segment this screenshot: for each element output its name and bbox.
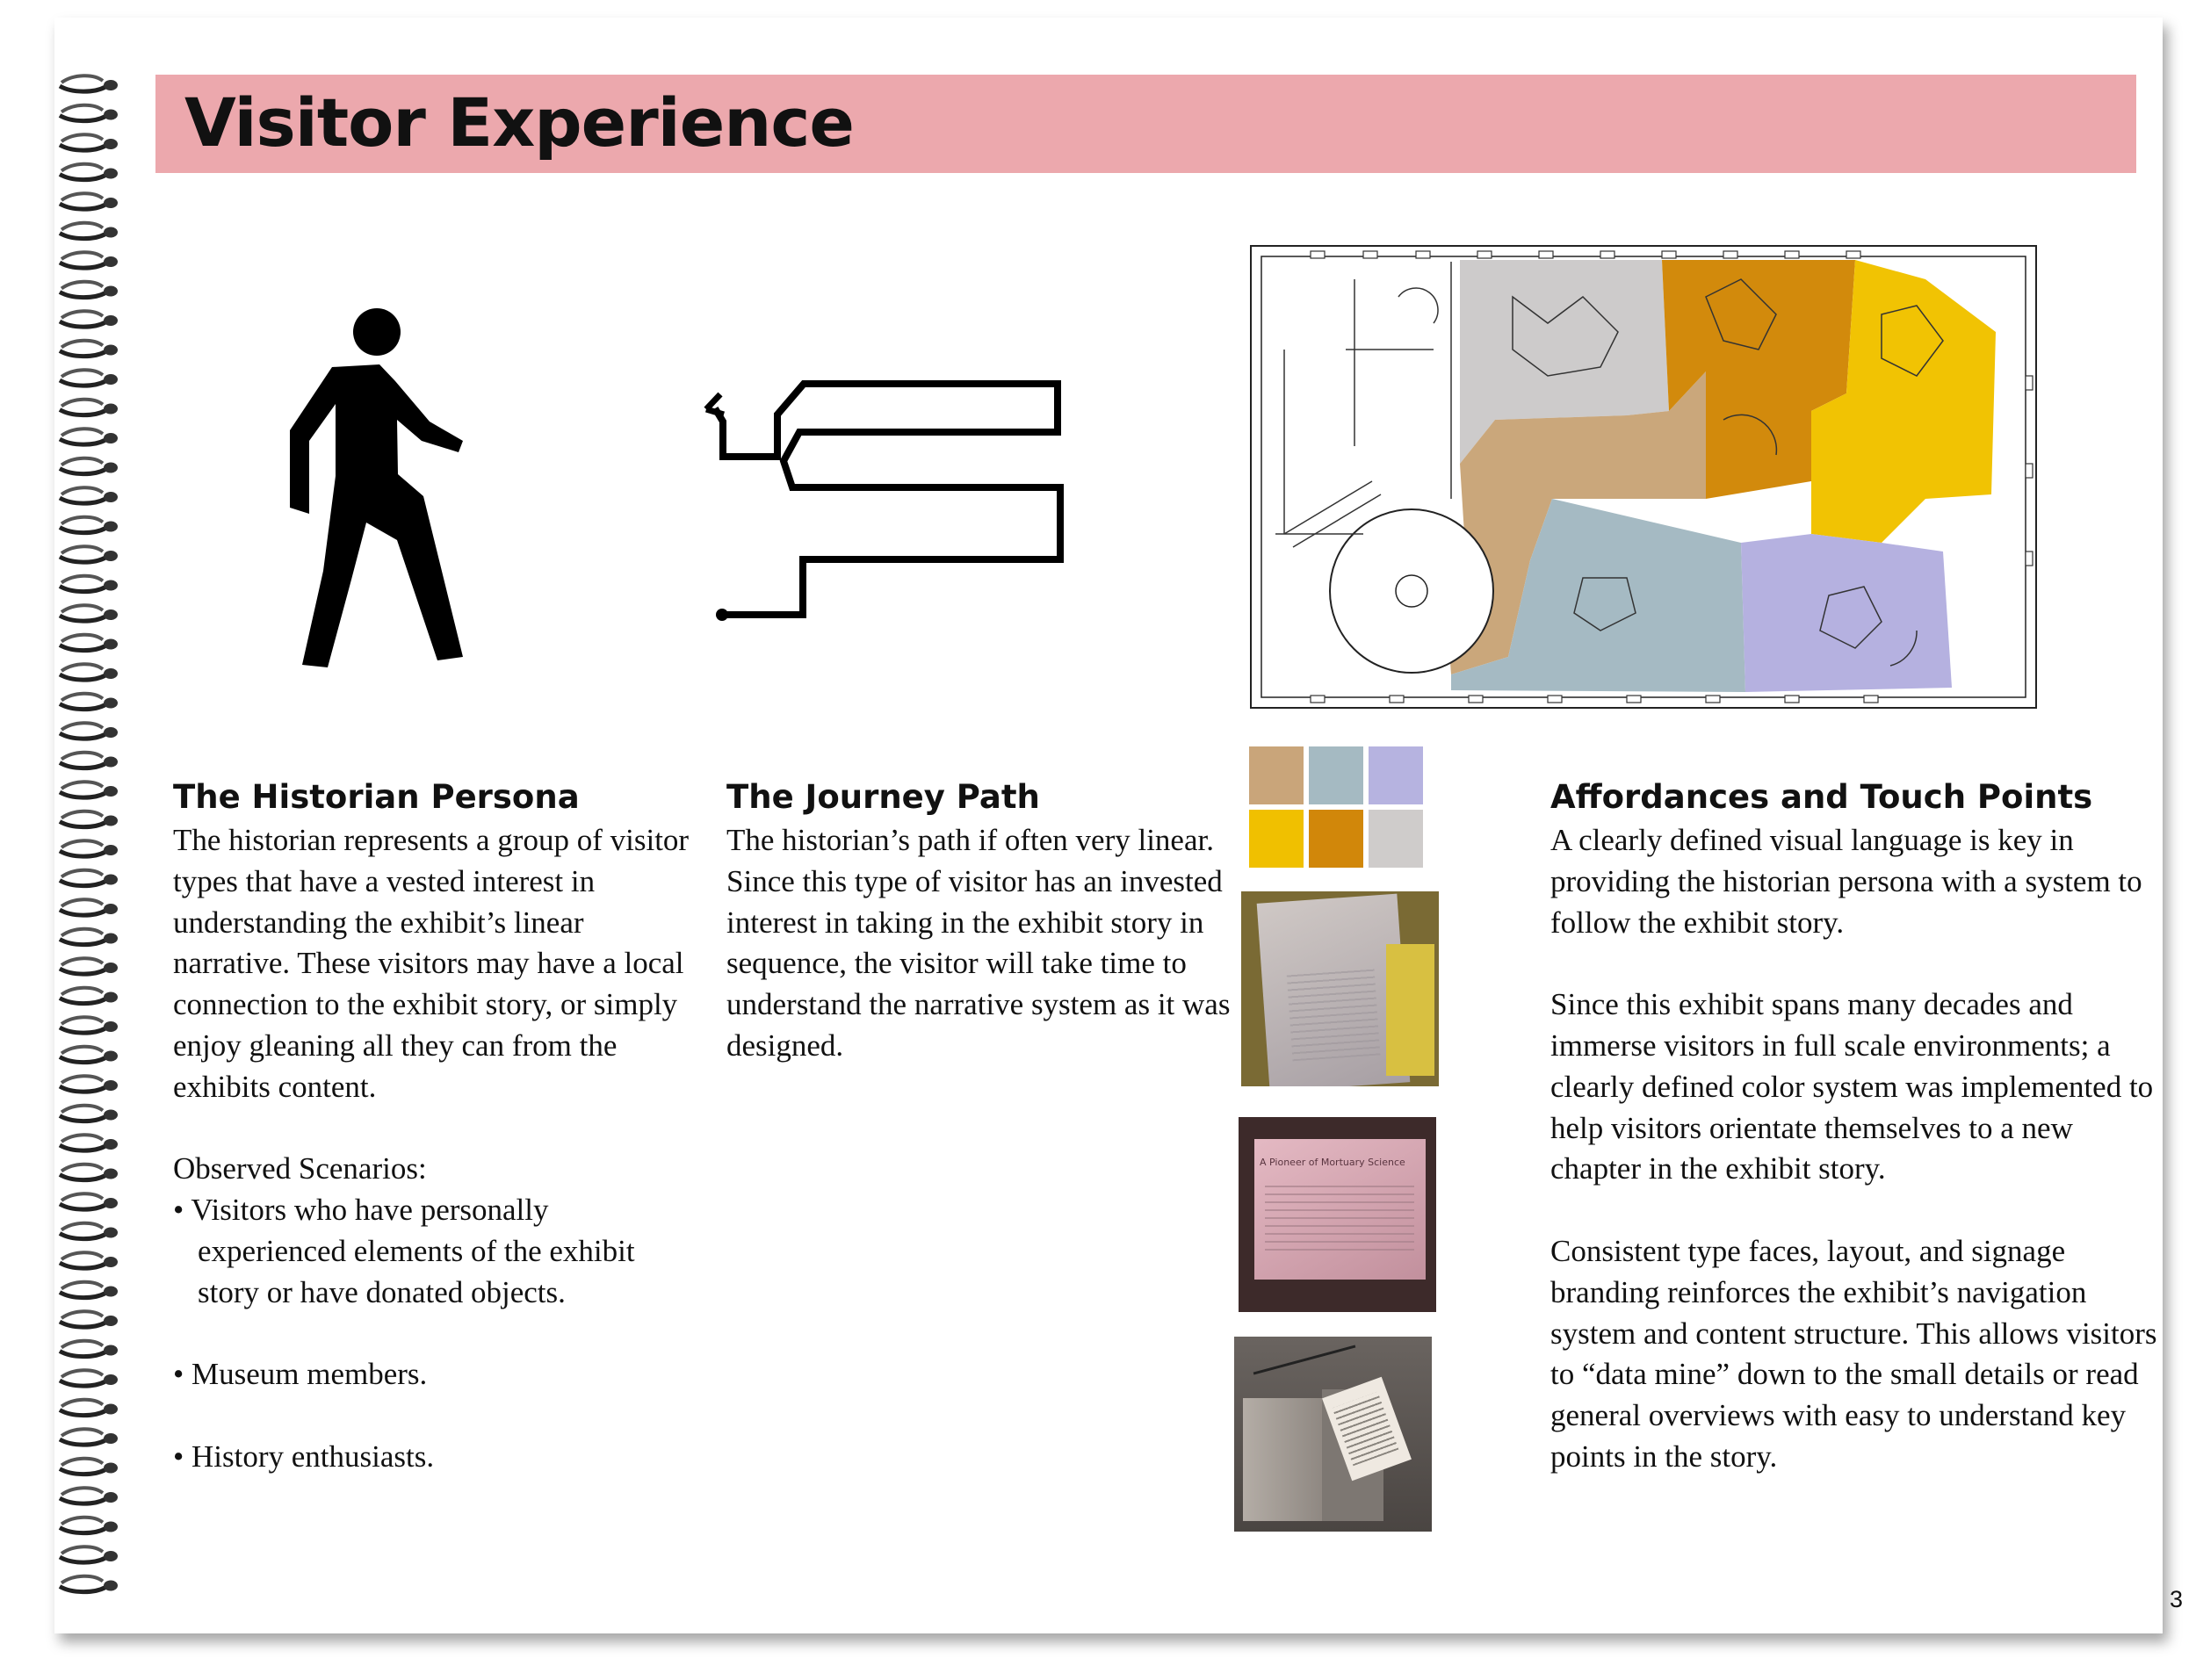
journey-heading: The Journey Path: [726, 778, 1040, 816]
spiral-coil: [60, 763, 105, 768]
spiral-coil: [61, 1106, 103, 1113]
spiral-coil: [60, 292, 105, 298]
journey-body: The historian’s path if often very linear. Since this type of visitor has an invested interest in taking in the exhibit story in sequence, the visitor will take time to understand the narrative system as it was designed.: [726, 823, 1231, 1063]
spiral-hole: [104, 1374, 118, 1385]
spiral-coil: [60, 645, 105, 651]
spiral-hole: [104, 315, 118, 326]
spiral-coil: [61, 282, 103, 289]
spiral-coil: [60, 351, 105, 357]
spiral-hole: [104, 875, 118, 885]
spiral-coil: [61, 1252, 103, 1259]
spiral-coil: [61, 1311, 103, 1318]
spiral-hole: [104, 845, 118, 855]
spiral-coil: [61, 1164, 103, 1172]
spiral-hole: [104, 1463, 118, 1474]
spiral-hole: [104, 374, 118, 385]
spiral-coil: [60, 1057, 105, 1063]
palette-swatch: [1369, 746, 1423, 804]
spiral-hole: [104, 963, 118, 973]
persona-column: [173, 775, 700, 1478]
spiral-coil: [60, 410, 105, 415]
spiral-hole: [104, 433, 118, 443]
spiral-coil: [60, 1293, 105, 1298]
spiral-hole: [104, 1345, 118, 1356]
palette-swatch: [1309, 746, 1363, 804]
spiral-hole: [104, 786, 118, 797]
spiral-coil: [60, 1116, 105, 1121]
spiral-coil: [60, 116, 105, 121]
spiral-coil: [60, 498, 105, 503]
scenarios-label: Observed Scenarios:: [173, 1151, 427, 1186]
spiral-coil: [60, 234, 105, 239]
spiral-coil: [61, 782, 103, 789]
spiral-coil: [61, 1135, 103, 1142]
spiral-coil: [60, 940, 105, 945]
spiral-coil: [61, 1488, 103, 1495]
spiral-coil: [60, 999, 105, 1004]
journey-column: [726, 775, 1245, 1067]
spiral-hole: [104, 1228, 118, 1238]
spiral-coil: [60, 469, 105, 474]
spiral-coil: [61, 870, 103, 877]
spiral-coil: [60, 822, 105, 827]
spiral-coil: [61, 1282, 103, 1289]
spiral-hole: [104, 1110, 118, 1121]
spiral-coil: [60, 1352, 105, 1357]
spiral-hole: [104, 1287, 118, 1297]
spiral-hole: [104, 1169, 118, 1179]
spiral-coil: [61, 635, 103, 642]
spiral-coil: [61, 193, 103, 200]
spiral-coil: [60, 1027, 105, 1033]
scenario-item: • History enthusiasts.: [173, 1438, 435, 1474]
spiral-coil: [61, 694, 103, 701]
spiral-coil: [61, 899, 103, 906]
spiral-hole: [104, 345, 118, 356]
spiral-coil: [61, 811, 103, 818]
spiral-hole: [104, 404, 118, 415]
affordances-paragraph: Consistent type faces, layout, and signage branding reinforces the exhibit’s navigation system and content structure. This allows visitors to “data mine” down to the small details or read general overviews with easy to understand key points in the story.: [1550, 1233, 2157, 1474]
spiral-hole: [104, 1198, 118, 1208]
spiral-hole: [104, 668, 118, 679]
spiral-hole: [104, 1080, 118, 1091]
spiral-hole: [104, 1551, 118, 1561]
affordances-paragraph: Since this exhibit spans many decades and immerse visitors in full scale environments; a clearly defined color system was implemented to help visitors orientate themselves to a new chapter in the exhibit story.: [1550, 987, 2154, 1186]
spiral-coil: [60, 587, 105, 592]
spiral-coil: [61, 1047, 103, 1054]
booklet-page: [54, 18, 2184, 1633]
spiral-hole: [104, 1316, 118, 1326]
spiral-coil: [61, 988, 103, 995]
spiral-coil: [60, 704, 105, 710]
spiral-coil: [60, 528, 105, 533]
spiral-binding: [54, 70, 151, 1616]
spiral-hole: [104, 286, 118, 297]
spiral-coil: [60, 1528, 105, 1533]
floor-plan-map: [1249, 244, 2040, 710]
spiral-coil: [61, 605, 103, 612]
spiral-coil: [60, 145, 105, 150]
spiral-coil: [61, 576, 103, 583]
spiral-coil: [61, 400, 103, 407]
spiral-coil: [60, 380, 105, 386]
affordances-column: [1550, 775, 2165, 1478]
scenario-item: • Visitors who have personally experienced elements of the exhibit story or have donated objects.: [173, 1193, 635, 1309]
spiral-coil: [60, 86, 105, 91]
spiral-hole: [104, 1021, 118, 1032]
spiral-hole: [104, 80, 118, 90]
spiral-hole: [104, 1433, 118, 1444]
spiral-hole: [104, 1522, 118, 1532]
affordances-heading: Affordances and Touch Points: [1550, 778, 2093, 816]
spiral-coil: [61, 517, 103, 524]
spiral-hole: [104, 609, 118, 620]
spiral-coil: [61, 1400, 103, 1407]
spiral-hole: [104, 1051, 118, 1062]
journey-path-icon: [678, 356, 1135, 628]
spiral-hole: [104, 698, 118, 709]
spiral-coil: [60, 1204, 105, 1209]
signage-caption: A Pioneer of Mortuary Science: [1260, 1157, 1405, 1168]
signage-photo-2: [1239, 1117, 1436, 1312]
spiral-coil: [60, 1469, 105, 1475]
spiral-hole: [104, 110, 118, 120]
spiral-hole: [104, 727, 118, 738]
persona-heading: The Historian Persona: [173, 778, 580, 816]
spiral-coil: [61, 311, 103, 318]
spiral-coil: [60, 1145, 105, 1150]
spiral-coil: [60, 263, 105, 268]
spiral-hole: [104, 1492, 118, 1503]
spiral-coil: [61, 164, 103, 171]
spiral-hole: [104, 816, 118, 826]
spiral-coil: [60, 1439, 105, 1445]
spiral-coil: [61, 1341, 103, 1348]
spiral-coil: [61, 1459, 103, 1466]
spiral-coil: [61, 223, 103, 230]
spiral-coil: [61, 1429, 103, 1436]
spiral-coil: [60, 1498, 105, 1503]
spiral-coil: [61, 1518, 103, 1525]
spiral-coil: [60, 1234, 105, 1239]
spiral-coil: [60, 733, 105, 739]
spiral-coil: [61, 723, 103, 730]
spiral-coil: [60, 881, 105, 886]
spiral-coil: [61, 134, 103, 141]
spiral-coil: [60, 557, 105, 562]
artifact-photo: [1234, 1337, 1432, 1532]
spiral-coil: [61, 370, 103, 377]
spiral-coil: [60, 792, 105, 797]
spiral-coil: [60, 204, 105, 209]
spiral-coil: [61, 1223, 103, 1230]
spiral-hole: [104, 1257, 118, 1267]
spiral-coil: [60, 851, 105, 856]
spiral-hole: [104, 580, 118, 591]
spiral-hole: [104, 1581, 118, 1591]
spiral-coil: [60, 1263, 105, 1268]
spiral-coil: [60, 969, 105, 974]
spiral-coil: [60, 1557, 105, 1562]
spiral-hole: [104, 492, 118, 502]
spiral-hole: [104, 256, 118, 267]
spiral-coil: [61, 1193, 103, 1201]
scenario-item: • Museum members.: [173, 1357, 428, 1392]
spiral-coil: [61, 664, 103, 671]
spiral-coil: [60, 674, 105, 680]
spiral-coil: [60, 1381, 105, 1386]
spiral-coil: [61, 76, 103, 83]
page-title: Visitor Experience: [184, 83, 854, 162]
spiral-hole: [104, 463, 118, 473]
spiral-hole: [104, 1404, 118, 1415]
spiral-coil: [61, 1370, 103, 1377]
spiral-coil: [61, 929, 103, 936]
spiral-hole: [104, 1139, 118, 1150]
spiral-coil: [61, 840, 103, 847]
spiral-hole: [104, 757, 118, 768]
title-banner: [155, 75, 2136, 173]
spiral-hole: [104, 198, 118, 208]
spiral-coil: [60, 1410, 105, 1416]
spiral-coil: [61, 546, 103, 553]
spiral-hole: [104, 551, 118, 561]
page-number: 3: [2170, 1586, 2184, 1612]
signage-photo-1: [1241, 891, 1439, 1086]
spiral-hole: [104, 227, 118, 238]
spiral-coil: [61, 1017, 103, 1024]
spiral-coil: [60, 439, 105, 444]
spiral-hole: [104, 992, 118, 1003]
spiral-hole: [104, 169, 118, 179]
spiral-coil: [61, 958, 103, 965]
spiral-coil: [61, 429, 103, 436]
spiral-hole: [104, 934, 118, 944]
spiral-hole: [104, 139, 118, 149]
spiral-coil: [61, 1576, 103, 1583]
spiral-coil: [61, 487, 103, 494]
spiral-coil: [60, 321, 105, 327]
palette-swatch: [1249, 810, 1304, 868]
spiral-coil: [61, 105, 103, 112]
spiral-coil: [60, 1322, 105, 1327]
spiral-coil: [60, 1086, 105, 1092]
palette-swatch: [1369, 810, 1423, 868]
spiral-hole: [104, 904, 118, 914]
palette-swatch: [1309, 810, 1363, 868]
spiral-coil: [61, 341, 103, 348]
spiral-coil: [60, 175, 105, 180]
persona-intro: The historian represents a group of visitor types that have a vested interest in understanding the exhibit’s linear narrative. These visitors may have a local connection to the exhibit story, or simply enjoy gleaning all they can from the exhibits content.: [173, 823, 690, 1104]
spiral-coil: [60, 910, 105, 915]
spiral-hole: [104, 522, 118, 532]
spiral-coil: [61, 458, 103, 465]
walking-person-icon: [248, 290, 546, 694]
spiral-coil: [60, 1175, 105, 1180]
spiral-coil: [60, 616, 105, 621]
affordances-paragraph: A clearly defined visual language is key in providing the historian persona with a system to follow the exhibit story.: [1550, 823, 2142, 940]
spiral-coil: [61, 1076, 103, 1083]
spiral-coil: [61, 753, 103, 760]
palette-swatch: [1249, 746, 1304, 804]
spiral-coil: [61, 1547, 103, 1554]
spiral-coil: [61, 252, 103, 259]
spiral-coil: [60, 1587, 105, 1592]
spiral-hole: [104, 639, 118, 650]
